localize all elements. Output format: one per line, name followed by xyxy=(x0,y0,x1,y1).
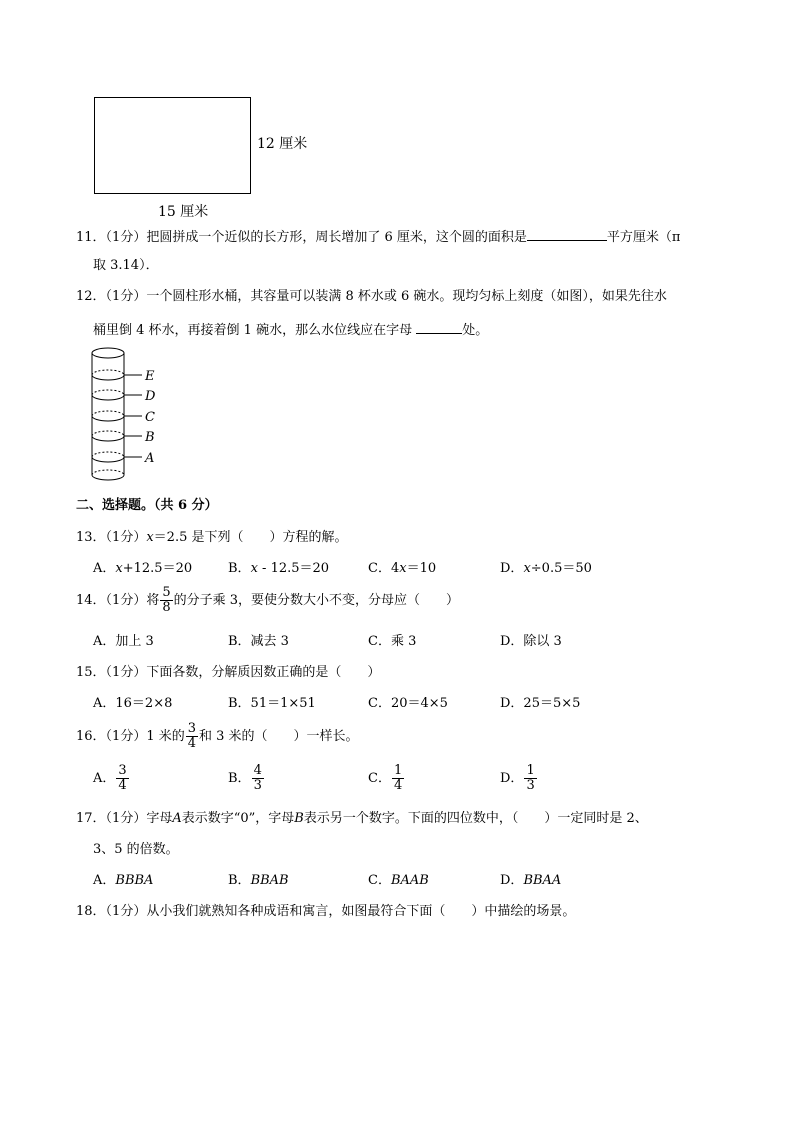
frac-den: 3 xyxy=(526,778,535,793)
option-var: x xyxy=(399,561,407,576)
question-16 xyxy=(76,722,359,752)
question-17 xyxy=(76,810,648,828)
question-14 xyxy=(76,586,459,616)
option-letter: D． xyxy=(500,561,524,576)
q17-stem-mid: 表示数字“0”，字母 xyxy=(181,811,295,826)
q13-option-b[interactable] xyxy=(228,560,329,578)
option-fraction xyxy=(252,764,264,793)
frac-den: 4 xyxy=(393,778,403,793)
question-11 xyxy=(76,226,680,247)
frac-num: 1 xyxy=(393,763,403,778)
q15-option-b[interactable]: B．51＝1×51 xyxy=(228,696,316,711)
level-B xyxy=(92,431,142,441)
q17-letter-a: A xyxy=(172,811,182,826)
q14-fraction xyxy=(160,586,172,615)
option-letter: C． xyxy=(368,873,391,888)
q17-option-a[interactable] xyxy=(93,872,153,890)
question-18: 18．（1分）从小我们就熟知各种成语和寓言，如图最符合下面（ ）中描绘的场景。 xyxy=(76,904,576,919)
option-letter: A． xyxy=(93,873,116,888)
q15-option-c[interactable]: C．20＝4×5 xyxy=(368,696,448,711)
cylinder-bucket-figure xyxy=(88,346,168,484)
q15-option-d[interactable]: D．25＝5×5 xyxy=(500,696,581,711)
q13-stem: 13．（1分） xyxy=(76,530,147,545)
frac-num: 1 xyxy=(526,763,535,778)
option-letter: C． xyxy=(368,561,391,576)
q16-stem: 16．（1分）1 米的 xyxy=(76,729,185,744)
option-letter: A． xyxy=(93,561,116,576)
q14-option-d[interactable]: D．除以 3 xyxy=(500,634,562,649)
option-text: ‐ 12.5＝20 xyxy=(257,561,330,576)
option-letter: B． xyxy=(228,561,251,576)
option-text: +12.5＝20 xyxy=(122,561,193,576)
q16-option-a[interactable] xyxy=(93,764,130,794)
rect-height-label: 12 厘米 xyxy=(257,136,308,152)
level-A xyxy=(92,452,142,462)
q12-line2 xyxy=(93,319,488,340)
q11-answer-blank[interactable] xyxy=(527,226,607,241)
option-var: x xyxy=(115,561,123,576)
q17-stem-tail: 表示另一个数字。下面的四位数中，（ ）一定同时是 2、 xyxy=(303,811,648,826)
q14-stem: 14．（1分）将 xyxy=(76,593,160,608)
question-12: 12．（1分）一个圆柱形水桶，其容量可以装满 8 杯水或 6 碗水。现均匀标上刻度（如图），如果先往水 xyxy=(76,289,667,304)
frac-num: 3 xyxy=(187,721,196,736)
option-var: x xyxy=(250,561,258,576)
q14-option-b[interactable]: B．减去 3 xyxy=(228,634,289,649)
q16-stem-tail: 和 3 米的（ ）一样长。 xyxy=(199,729,359,744)
q13-option-a[interactable] xyxy=(93,560,192,578)
option-letter: A． xyxy=(93,771,116,786)
level-D xyxy=(92,390,142,400)
rect-width-label: 15 厘米 xyxy=(158,204,209,220)
q17-line2: 3、5 的倍数。 xyxy=(93,842,179,857)
q17-stem: 17．（1分）字母 xyxy=(76,811,173,826)
level-E xyxy=(92,370,142,380)
label-C: C xyxy=(145,410,155,425)
q11-text: 11．（1分）把圆拼成一个近似的长方形，周长增加了 6 厘米，这个圆的面积是 xyxy=(76,230,527,245)
question-13 xyxy=(76,529,347,547)
frac-den: 4 xyxy=(118,778,127,793)
option-fraction xyxy=(392,764,404,793)
q11-line2: 取 3.14）． xyxy=(93,258,159,273)
q17-option-b[interactable] xyxy=(228,872,289,890)
option-letter: B． xyxy=(228,873,251,888)
q14-option-c[interactable]: C．乘 3 xyxy=(368,634,417,649)
question-15: 15．（1分）下面各数，分解质因数正确的是（ ） xyxy=(76,665,381,680)
option-value: BBBA xyxy=(115,873,154,888)
section-2-title: 二、选择题。（共 6 分） xyxy=(76,498,218,513)
q13-option-d[interactable] xyxy=(500,560,592,578)
frac-den: 3 xyxy=(253,778,262,793)
frac-den: 4 xyxy=(187,736,196,751)
q15-option-a[interactable]: A．16＝2×8 xyxy=(93,696,173,711)
q13-stem-tail: ＝2.5 是下列（ ）方程的解。 xyxy=(153,530,348,545)
option-fraction xyxy=(524,764,536,793)
q12-line2-tail: 处。 xyxy=(462,323,489,338)
option-pre: 4 xyxy=(390,561,400,576)
option-fraction xyxy=(116,764,128,793)
q11-tail: 平方厘米（π xyxy=(606,230,681,245)
q17-option-d[interactable] xyxy=(500,872,561,890)
frac-den: 8 xyxy=(162,600,171,615)
q16-option-d[interactable] xyxy=(500,764,538,794)
q16-fraction xyxy=(186,722,198,751)
q14-stem-tail: 的分子乘 3，要使分数大小不变，分母应（ ） xyxy=(173,593,460,608)
q17-letter-b: B xyxy=(294,811,304,826)
label-E: E xyxy=(145,369,155,384)
option-value: BBAA xyxy=(523,873,562,888)
option-text: ＝10 xyxy=(406,561,437,576)
q17-option-c[interactable] xyxy=(368,872,429,890)
q14-option-a[interactable]: A．加上 3 xyxy=(93,634,154,649)
level-C xyxy=(92,411,142,421)
option-letter: D． xyxy=(500,873,524,888)
q16-option-b[interactable] xyxy=(228,764,265,794)
q16-option-c[interactable] xyxy=(368,764,405,794)
option-letter: D． xyxy=(500,771,524,786)
label-B: B xyxy=(145,430,155,445)
option-letter: B． xyxy=(228,771,251,786)
option-text: ÷0.5＝50 xyxy=(530,561,592,576)
q13-option-c[interactable] xyxy=(368,560,436,578)
label-D: D xyxy=(145,389,156,404)
q12-line2-text: 桶里倒 4 杯水，再接着倒 1 碗水，那么水位线应在字母 xyxy=(93,323,413,338)
q12-answer-blank[interactable] xyxy=(416,319,462,334)
option-var: x xyxy=(523,561,531,576)
rectangle-figure xyxy=(94,97,251,194)
label-A: A xyxy=(145,451,155,466)
option-value: BAAB xyxy=(390,873,429,888)
frac-num: 3 xyxy=(118,763,127,778)
option-value: BBAB xyxy=(250,873,289,888)
frac-num: 5 xyxy=(162,585,171,600)
option-letter: C． xyxy=(368,771,391,786)
q13-var: x xyxy=(146,530,154,545)
frac-num: 4 xyxy=(253,763,262,778)
